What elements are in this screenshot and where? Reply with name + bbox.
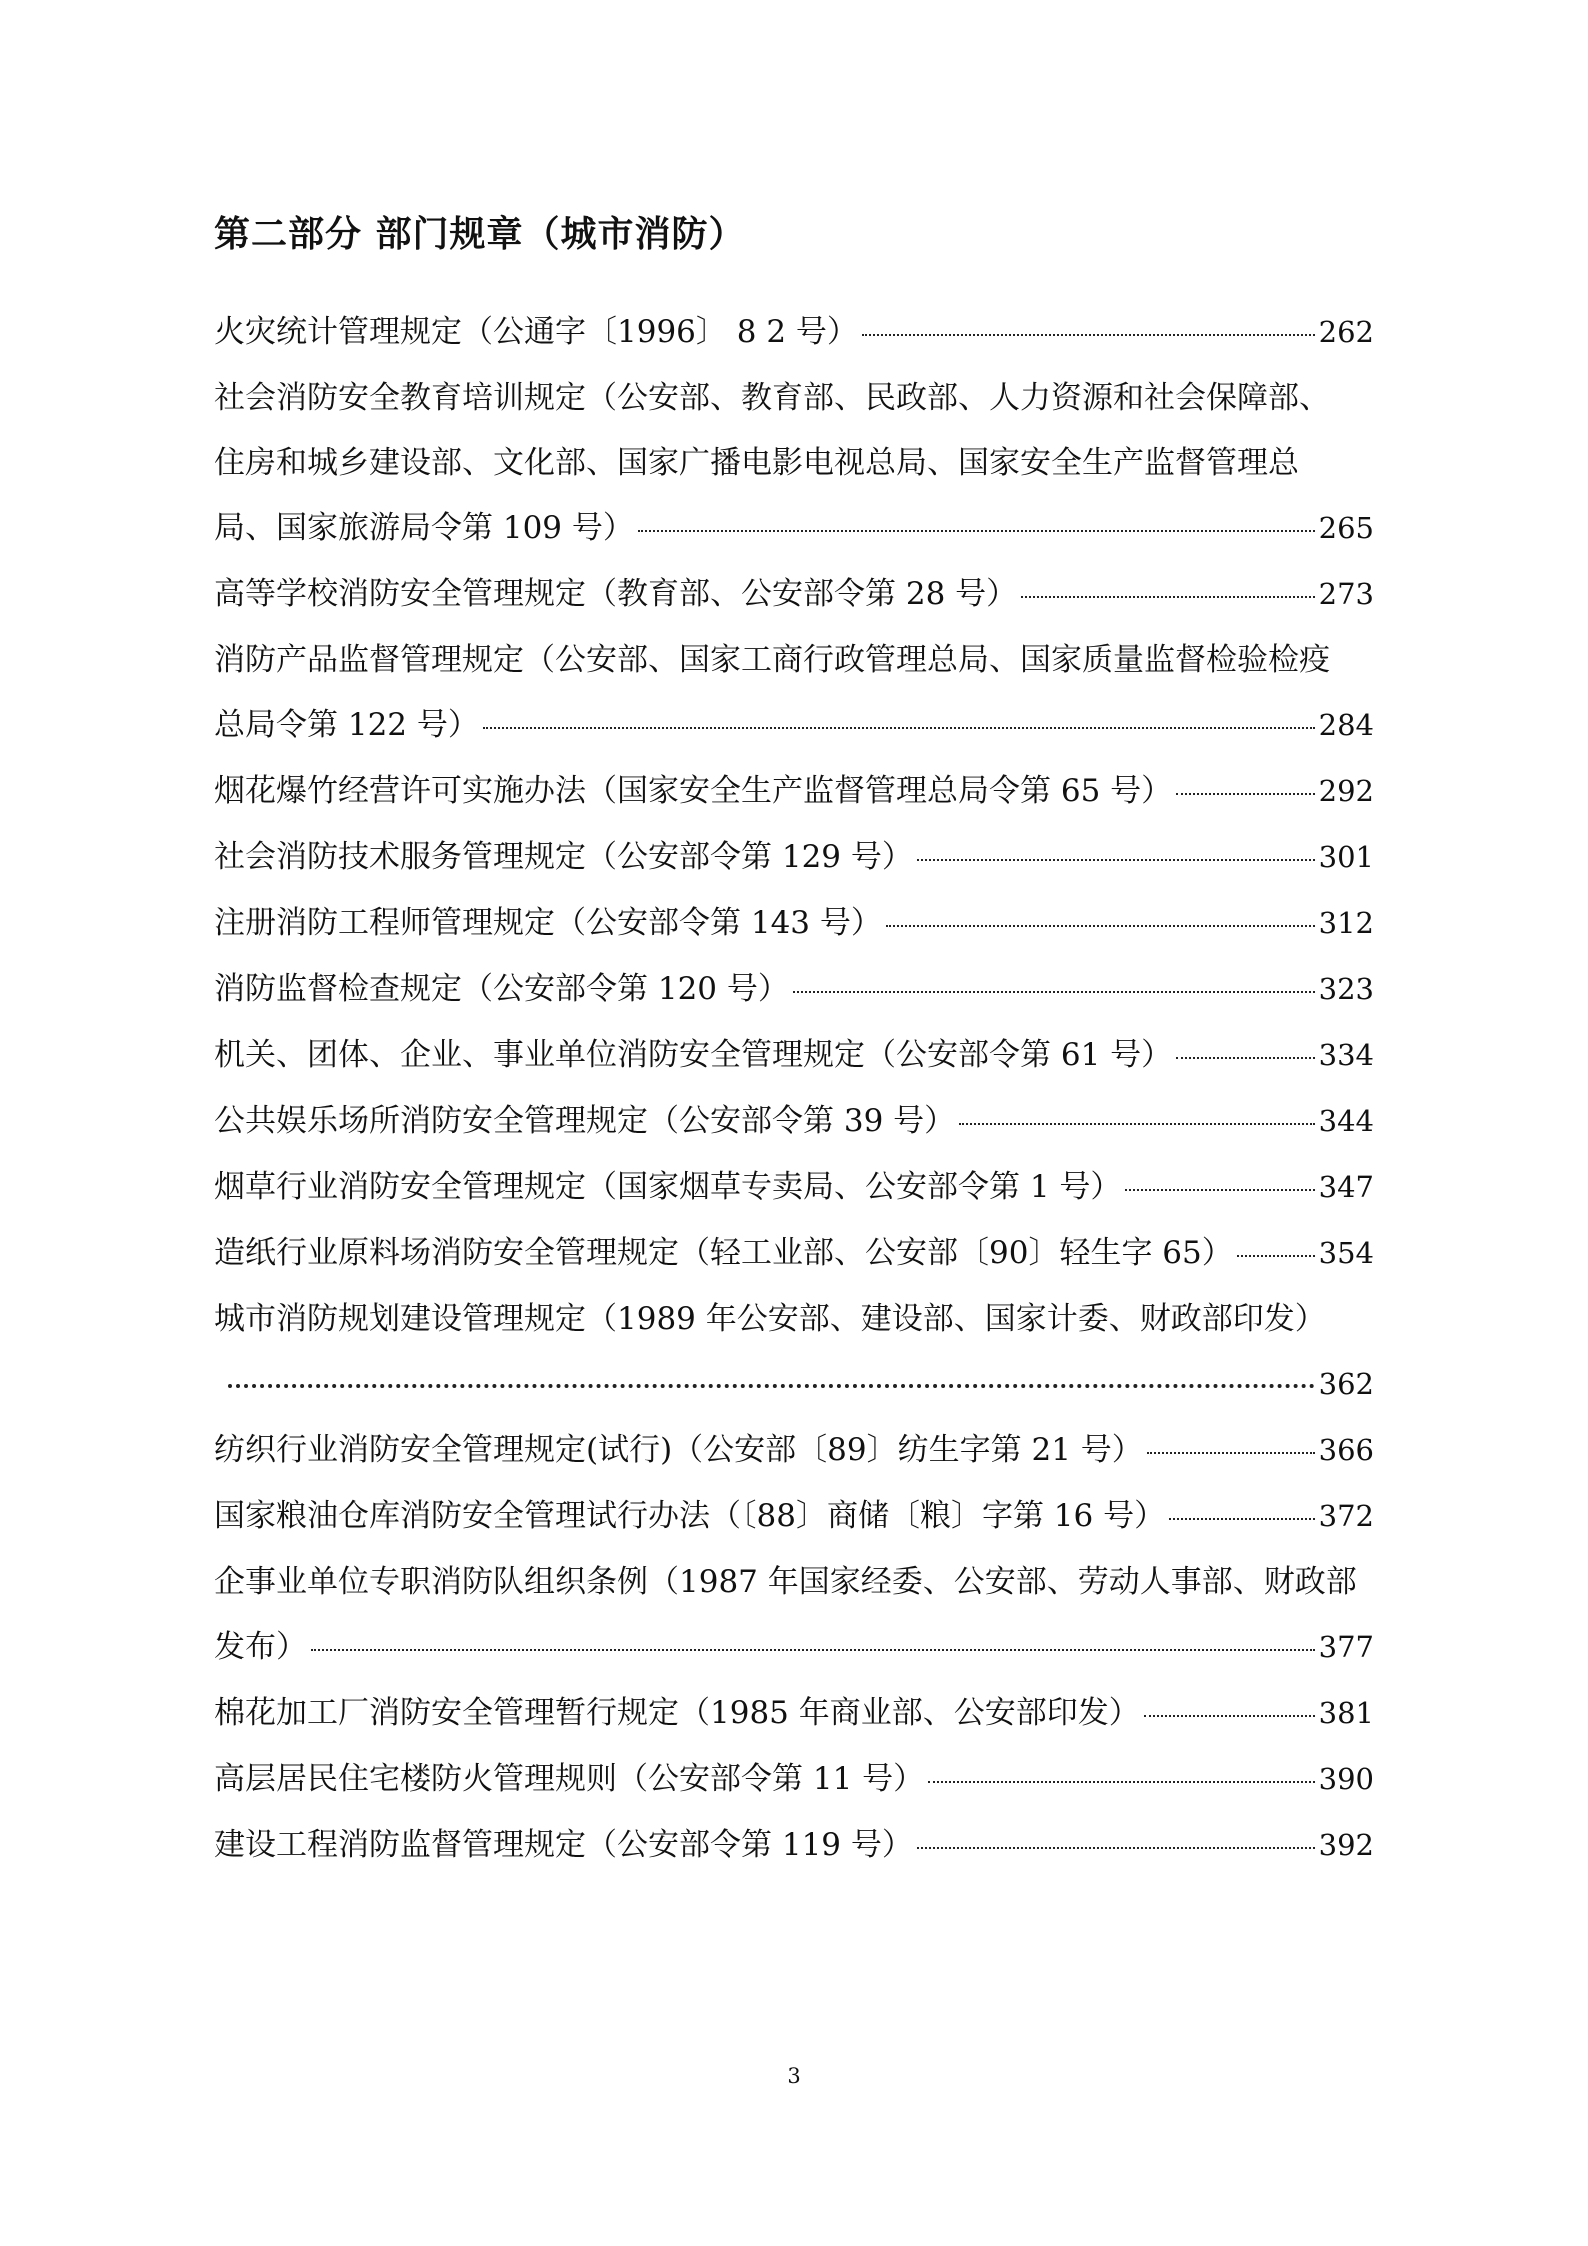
toc-entry-page-number: 372 xyxy=(1318,1499,1374,1533)
toc-entry-title: 高等学校消防安全管理规定（教育部、公安部令第 28 号） xyxy=(214,576,1018,612)
toc-entry[interactable] xyxy=(214,1681,1374,1746)
toc-entry-title: 注册消防工程师管理规定（公安部令第 143 号） xyxy=(214,905,882,941)
dot-leader xyxy=(959,1123,1314,1125)
toc-entry[interactable] xyxy=(214,1813,1374,1878)
toc-entry-leader-line xyxy=(214,825,1374,890)
toc-entry-title: 烟草行业消防安全管理规定（国家烟草专卖局、公安部令第 1 号） xyxy=(214,1169,1122,1205)
toc-entry-page-number: 284 xyxy=(1318,708,1374,742)
toc-entry-leader-line xyxy=(214,891,1374,956)
toc-entry-title: 公共娱乐场所消防安全管理规定（公安部令第 39 号） xyxy=(214,1103,956,1139)
toc-entry-leader-line xyxy=(214,1813,1374,1878)
toc-entry-leader-line xyxy=(214,693,1374,758)
toc-entry-leader-line xyxy=(214,1681,1374,1746)
toc-entry-leader-line xyxy=(214,1089,1374,1154)
toc-entry[interactable] xyxy=(214,1155,1374,1220)
page-title: 第二部分 部门规章（城市消防） xyxy=(214,213,746,255)
toc-entry-title: 发布） xyxy=(214,1629,307,1665)
toc-entry-title-line: 社会消防安全教育培训规定（公安部、教育部、民政部、人力资源和社会保障部、 xyxy=(214,380,1330,416)
toc-entry-page-number: 334 xyxy=(1318,1038,1374,1072)
toc-entry-leader-line xyxy=(214,1418,1374,1483)
toc-entry-leader-line xyxy=(214,957,1374,1022)
toc-entry-leader-line xyxy=(214,496,1374,561)
toc-entry[interactable] xyxy=(214,1023,1374,1088)
toc-entry-leader-line xyxy=(214,1352,1374,1417)
toc-entry-page-number: 292 xyxy=(1318,774,1374,808)
toc-entry-title: 纺织行业消防安全管理规定(试行)（公安部〔89〕纺生字第 21 号） xyxy=(214,1432,1143,1468)
toc-entry[interactable] xyxy=(214,628,1374,758)
toc-entry[interactable] xyxy=(214,825,1374,890)
page-number: 3 xyxy=(787,2064,801,2088)
dot-leader xyxy=(917,1847,1315,1849)
toc-entry-leader-line xyxy=(214,300,1374,365)
toc-entry-page-number: 312 xyxy=(1318,906,1374,940)
toc-entry-page-number: 265 xyxy=(1318,511,1374,545)
toc-entry-title: 建设工程消防监督管理规定（公安部令第 119 号） xyxy=(214,1827,913,1863)
dot-leader xyxy=(311,1649,1315,1651)
dot-leader xyxy=(1169,1518,1315,1520)
dot-leader xyxy=(638,530,1315,532)
dot-leader xyxy=(928,1781,1314,1783)
toc-entry-title: 国家粮油仓库消防安全管理试行办法（〔88〕商储〔粮〕字第 16 号） xyxy=(214,1498,1166,1534)
toc-entry-title: 烟花爆竹经营许可实施办法（国家安全生产监督管理总局令第 65 号） xyxy=(214,773,1173,809)
toc-entry-title: 消防监督检查规定（公安部令第 120 号） xyxy=(214,971,789,1007)
toc-entry-page-number: 323 xyxy=(1318,972,1374,1006)
dot-leader xyxy=(228,1384,1315,1388)
toc-entry-title: 社会消防技术服务管理规定（公安部令第 129 号） xyxy=(214,839,913,875)
toc-entry-leader-line xyxy=(214,1221,1374,1286)
dot-leader xyxy=(1176,793,1314,795)
toc-entry-page-number: 344 xyxy=(1318,1104,1374,1138)
toc-entry[interactable] xyxy=(214,300,1374,365)
toc-entry-title-line: 城市消防规划建设管理规定（1989 年公安部、建设部、国家计委、财政部印发） xyxy=(214,1301,1326,1337)
toc-entry[interactable] xyxy=(214,1550,1374,1680)
toc-entry[interactable] xyxy=(214,1484,1374,1549)
dot-leader xyxy=(862,334,1315,336)
toc-entry[interactable] xyxy=(214,562,1374,627)
toc-entry-leader-line xyxy=(214,1615,1374,1680)
dot-leader xyxy=(886,925,1315,927)
toc-entry-page-number: 392 xyxy=(1318,1828,1374,1862)
toc-entry[interactable] xyxy=(214,1418,1374,1483)
toc-entry-page-number: 273 xyxy=(1318,577,1374,611)
toc-entry-title: 机关、团体、企业、事业单位消防安全管理规定（公安部令第 61 号） xyxy=(214,1037,1173,1073)
dot-leader xyxy=(917,859,1315,861)
dot-leader xyxy=(1176,1057,1314,1059)
toc-entry-title: 火灾统计管理规定（公通字〔1996〕 8 2 号） xyxy=(214,314,858,350)
toc-entry[interactable] xyxy=(214,1089,1374,1154)
toc-entry-page-number: 262 xyxy=(1318,315,1374,349)
toc-entry-title: 总局令第 122 号） xyxy=(214,707,479,743)
toc-entry-leader-line xyxy=(214,1484,1374,1549)
toc-entry-leader-line xyxy=(214,1023,1374,1088)
toc-entry[interactable] xyxy=(214,1287,1374,1417)
dot-leader xyxy=(1144,1715,1315,1717)
toc-entry-title: 造纸行业原料场消防安全管理规定（轻工业部、公安部〔90〕轻生字 65） xyxy=(214,1235,1233,1271)
toc-entry-title-line: 住房和城乡建设部、文化部、国家广播电影电视总局、国家安全生产监督管理总 xyxy=(214,445,1299,481)
dot-leader xyxy=(793,991,1315,993)
toc-entry-page-number: 381 xyxy=(1318,1696,1374,1730)
dot-leader xyxy=(1125,1189,1314,1191)
toc-entry[interactable] xyxy=(214,1747,1374,1812)
toc-entry-page-number: 301 xyxy=(1318,840,1374,874)
toc-entry-page-number: 377 xyxy=(1318,1630,1374,1664)
toc-entry-leader-line xyxy=(214,562,1374,627)
dot-leader xyxy=(1237,1255,1315,1257)
toc-entry[interactable] xyxy=(214,366,1374,561)
toc-entry-title: 局、国家旅游局令第 109 号） xyxy=(214,510,634,546)
toc-entry[interactable] xyxy=(214,1221,1374,1286)
dot-leader xyxy=(1021,596,1314,598)
toc-entry-title: 高层居民住宅楼防火管理规则（公安部令第 11 号） xyxy=(214,1761,925,1797)
toc-entry-page-number: 362 xyxy=(1318,1367,1374,1401)
dot-leader xyxy=(483,727,1315,729)
dot-leader xyxy=(1147,1452,1315,1454)
toc-entry-title: 棉花加工厂消防安全管理暂行规定（1985 年商业部、公安部印发） xyxy=(214,1695,1140,1731)
toc-entry-page-number: 390 xyxy=(1318,1762,1374,1796)
toc-entry-leader-line xyxy=(214,1155,1374,1220)
toc-entry[interactable] xyxy=(214,957,1374,1022)
toc-entry-page-number: 366 xyxy=(1318,1433,1374,1467)
toc-entry-leader-line xyxy=(214,1747,1374,1812)
toc-entry[interactable] xyxy=(214,759,1374,824)
toc-entry-page-number: 347 xyxy=(1318,1170,1374,1204)
toc-entry[interactable] xyxy=(214,891,1374,956)
toc-entry-page-number: 354 xyxy=(1318,1236,1374,1270)
toc-entry-title-line: 消防产品监督管理规定（公安部、国家工商行政管理总局、国家质量监督检验检疫 xyxy=(214,642,1330,678)
table-of-contents xyxy=(214,300,1374,1879)
toc-entry-leader-line xyxy=(214,759,1374,824)
toc-entry-title-line: 企事业单位专职消防队组织条例（1987 年国家经委、公安部、劳动人事部、财政部 xyxy=(214,1564,1357,1600)
